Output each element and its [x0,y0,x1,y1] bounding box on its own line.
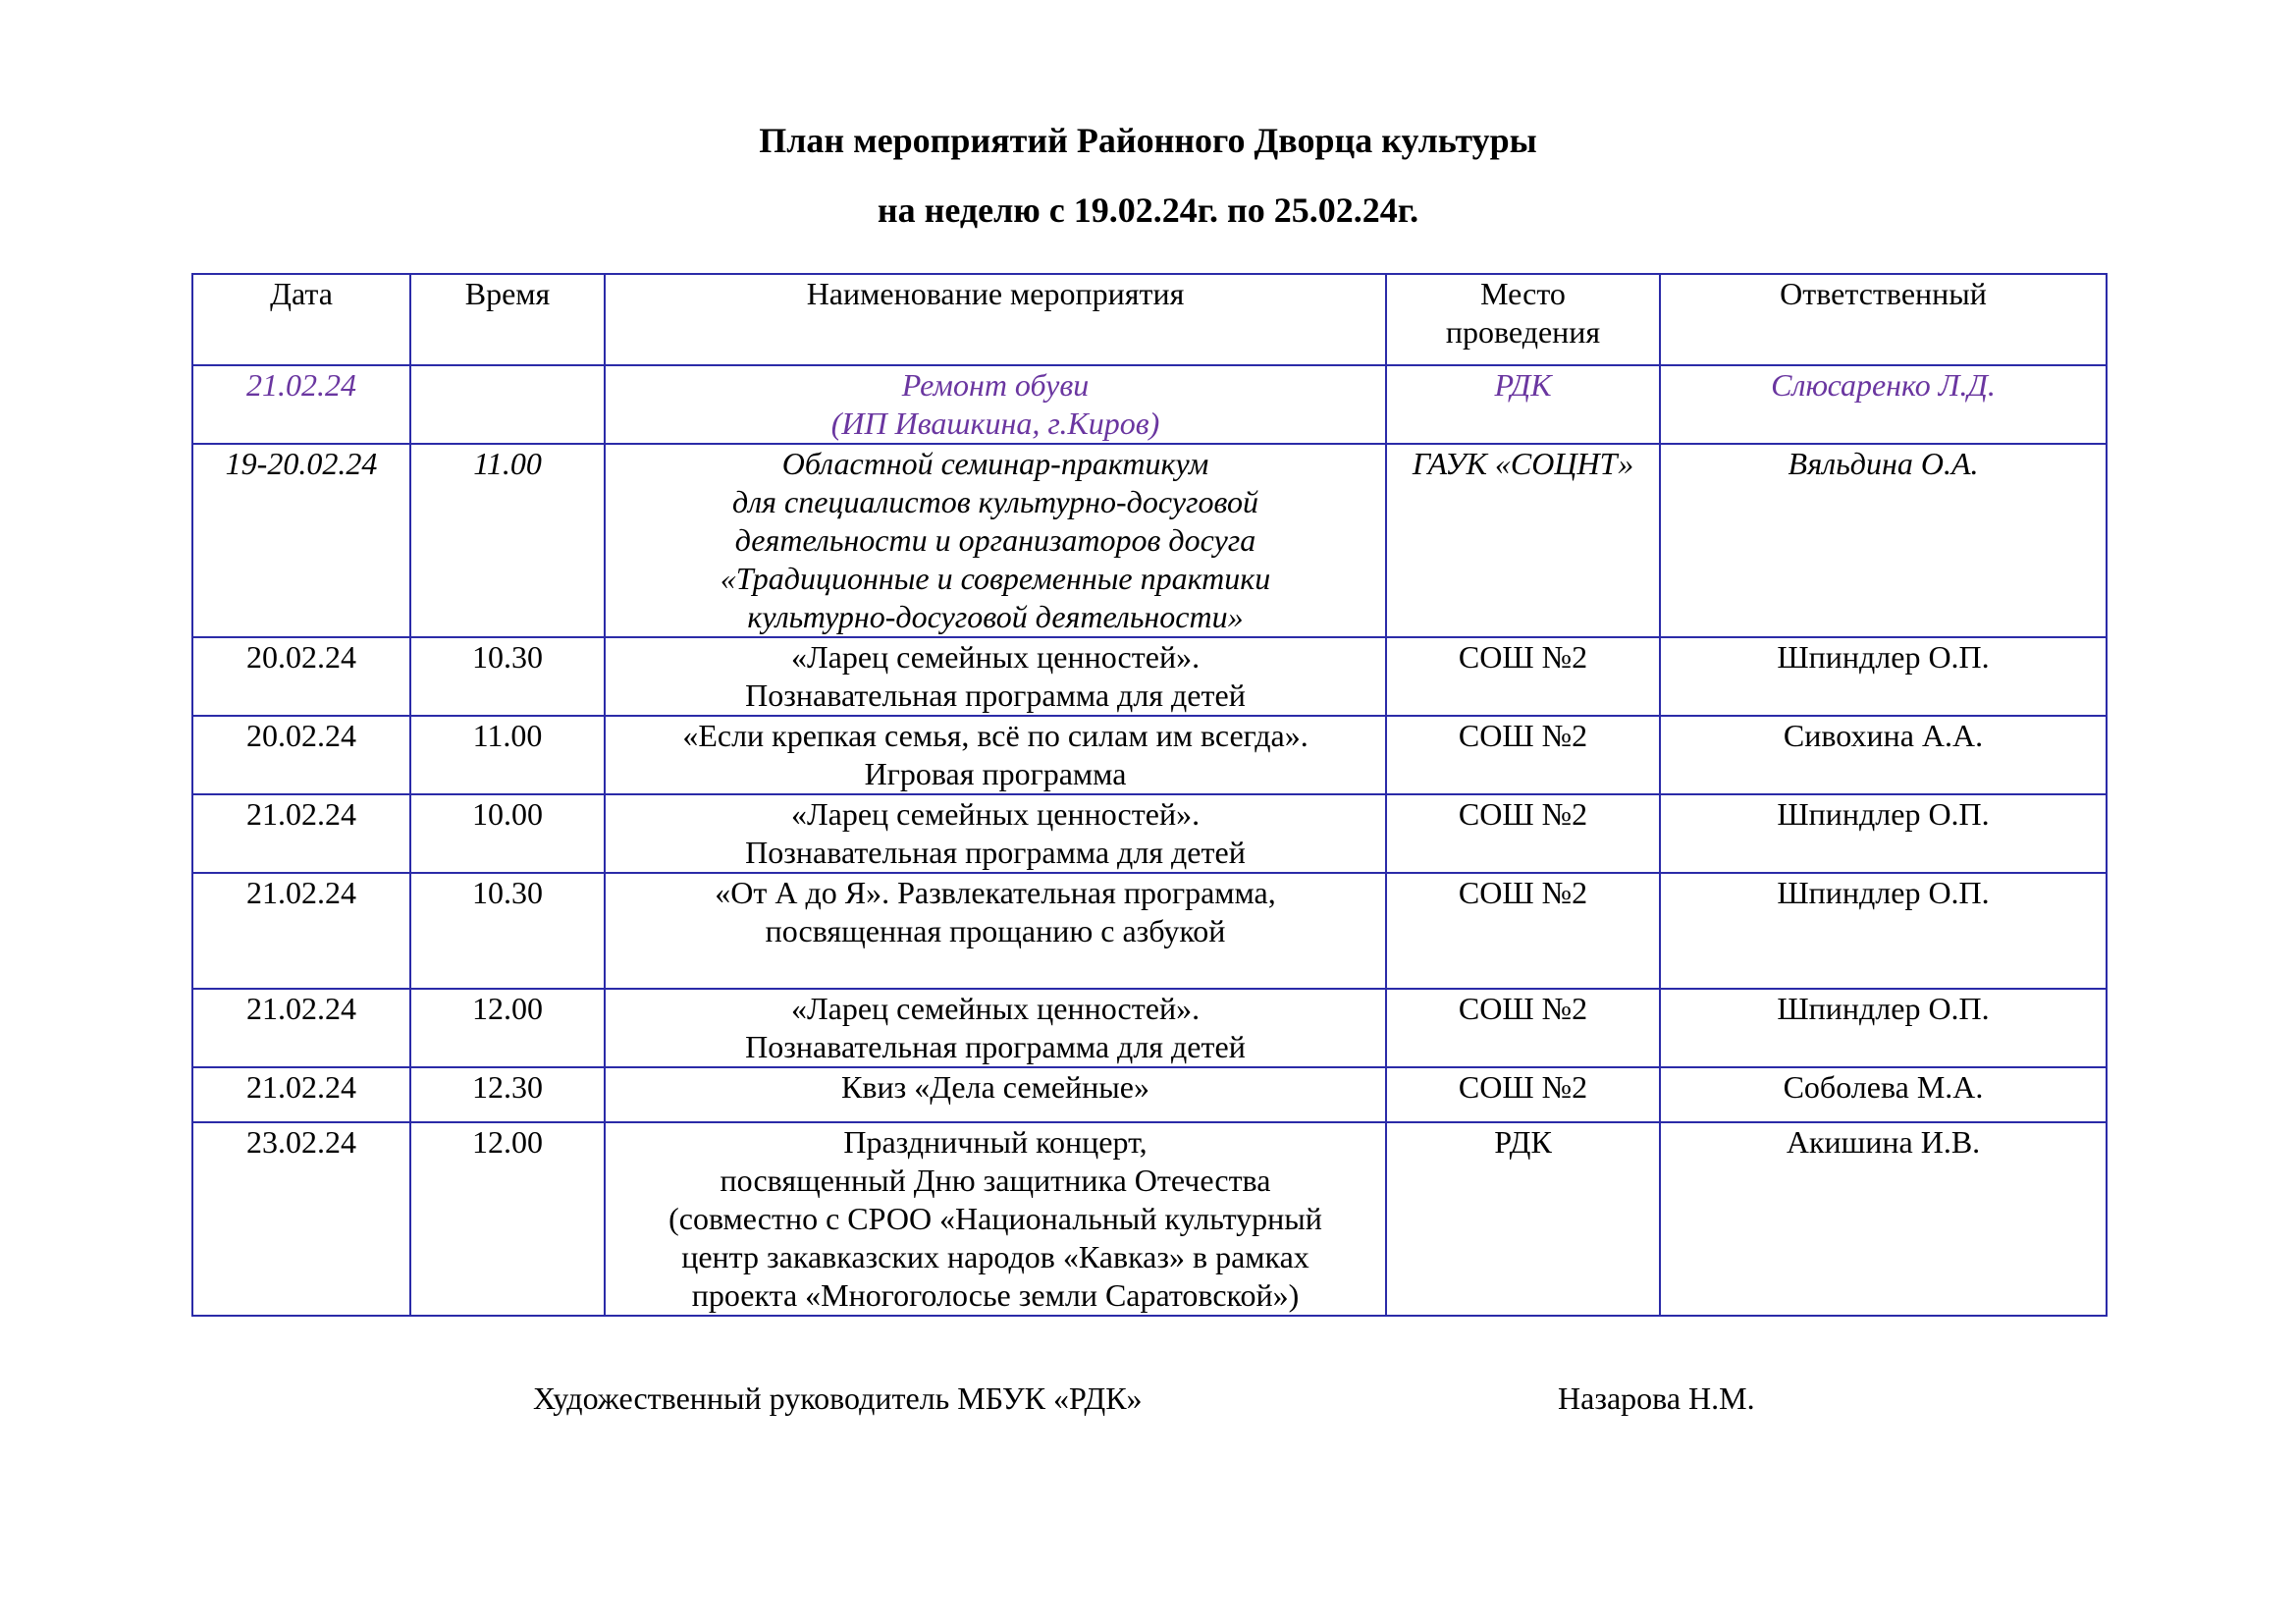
cell-responsible: Соболева М.А. [1660,1067,2107,1122]
cell-event: Областной семинар-практикум для специалистов культурно-досуговой деятельности и организаторов досуга «Традиционные и современные практики культурно-досуговой деятельности» [605,444,1386,637]
cell-responsible: Сивохина А.А. [1660,716,2107,794]
cell-time: 11.00 [410,444,605,637]
cell-time: 10.00 [410,794,605,873]
table-header-row [192,274,2107,365]
table-row [192,873,2107,989]
cell-responsible: Шпиндлер О.П. [1660,637,2107,716]
cell-event: Ремонт обуви (ИП Ивашкина, г.Киров) [605,365,1386,444]
cell-event: «Если крепкая семья, всё по силам им всегда». Игровая программа [605,716,1386,794]
cell-event: «Ларец семейных ценностей». Познавательная программа для детей [605,989,1386,1067]
cell-place: РДК [1386,365,1660,444]
table-row [192,794,2107,873]
cell-responsible: Шпиндлер О.П. [1660,873,2107,989]
cell-date: 21.02.24 [192,873,410,989]
cell-responsible: Слюсаренко Л.Д. [1660,365,2107,444]
cell-event: Квиз «Дела семейные» [605,1067,1386,1122]
cell-date: 23.02.24 [192,1122,410,1316]
cell-time: 10.30 [410,873,605,989]
cell-time: 12.30 [410,1067,605,1122]
cell-place: СОШ №2 [1386,989,1660,1067]
table-row [192,637,2107,716]
column-header-event: Наименование мероприятия [605,274,1386,365]
cell-date: 21.02.24 [192,794,410,873]
table-row [192,1067,2107,1122]
page-title: План мероприятий Районного Дворца культуры [759,121,1537,160]
cell-date: 21.02.24 [192,989,410,1067]
column-header-time: Время [410,274,605,365]
cell-time: 10.30 [410,637,605,716]
cell-time: 12.00 [410,989,605,1067]
cell-event: «От А до Я». Развлекательная программа, посвященная прощанию с азбукой [605,873,1386,989]
table-row [192,989,2107,1067]
cell-date: 21.02.24 [192,365,410,444]
cell-place: СОШ №2 [1386,794,1660,873]
table-row [192,1122,2107,1316]
table-row [192,365,2107,444]
cell-date: 20.02.24 [192,637,410,716]
table-row [192,716,2107,794]
cell-responsible: Акишина И.В. [1660,1122,2107,1316]
signature-position: Художественный руководитель МБУК «РДК» [533,1380,1143,1416]
cell-event: «Ларец семейных ценностей». Познавательная программа для детей [605,637,1386,716]
signature-name: Назарова Н.М. [1558,1380,1755,1416]
column-header-date: Дата [192,274,410,365]
cell-place: ГАУК «СОЦНТ» [1386,444,1660,637]
page-subtitle: на неделю с 19.02.24г. по 25.02.24г. [877,190,1419,230]
cell-responsible: Вяльдина О.А. [1660,444,2107,637]
column-header-responsible: Ответственный [1660,274,2107,365]
cell-date: 21.02.24 [192,1067,410,1122]
cell-responsible: Шпиндлер О.П. [1660,794,2107,873]
cell-date: 20.02.24 [192,716,410,794]
cell-responsible: Шпиндлер О.П. [1660,989,2107,1067]
cell-time [410,365,605,444]
cell-place: РДК [1386,1122,1660,1316]
table-row [192,444,2107,637]
cell-event: «Ларец семейных ценностей». Познавательная программа для детей [605,794,1386,873]
cell-event: Праздничный концерт, посвященный Дню защитника Отечества (совместно с СРОО «Национальный культурный центр закавказских народов «Кавказ» в рамках проекта «Многоголосье земли Саратовской») [605,1122,1386,1316]
cell-time: 12.00 [410,1122,605,1316]
column-header-place: Место проведения [1386,274,1660,365]
cell-place: СОШ №2 [1386,637,1660,716]
cell-date: 19-20.02.24 [192,444,410,637]
events-table [191,273,2108,1317]
cell-place: СОШ №2 [1386,873,1660,989]
cell-place: СОШ №2 [1386,716,1660,794]
cell-place: СОШ №2 [1386,1067,1660,1122]
cell-time: 11.00 [410,716,605,794]
